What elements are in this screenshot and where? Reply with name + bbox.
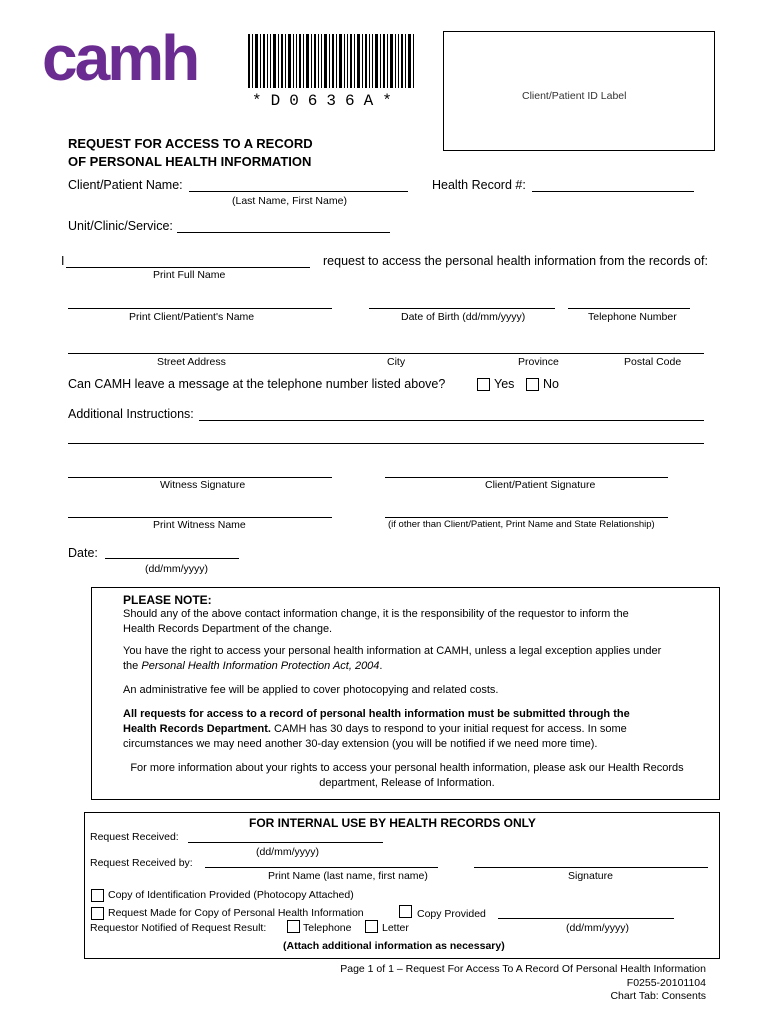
province-hint: Province [518,356,559,368]
health-record-label: Health Record #: [432,178,526,192]
client-name-hint: (Last Name, First Name) [232,195,347,207]
no-label: No [543,377,559,391]
print-name-hint: Print Name (last name, first name) [268,870,428,882]
copy-request-label: Request Made for Copy of Personal Health Information [108,907,364,919]
client-signature-field[interactable] [385,477,668,478]
title-line-1: REQUEST FOR ACCESS TO A RECORD [68,136,313,151]
attach-note: (Attach additional information as necessary) [283,940,505,952]
copy-provided-checkbox[interactable] [399,905,412,918]
letter-checkbox[interactable] [365,920,378,933]
telephone-field[interactable] [568,308,690,309]
note-p1-line2: Health Records Department of the change. [123,623,333,635]
barcode-image [248,34,414,88]
unit-field[interactable] [177,232,390,233]
note-p1-line1: Should any of the above contact information change, it is the responsibility of the requestor to inform the [123,608,629,620]
additional-instructions-line-2[interactable] [68,443,704,444]
please-note-box [91,587,720,800]
note-p2-line1: You have the right to access your personal health information at CAMH, unless a legal exception applies under [123,645,662,657]
client-name-field[interactable] [189,191,408,192]
title-line-2: OF PERSONAL HEALTH INFORMATION [68,154,312,169]
copy-request-checkbox[interactable] [91,907,104,920]
note-paragraph-2 [123,644,713,674]
act-name: Personal Health Information Protection Act, 2004 [141,660,380,672]
yes-checkbox[interactable] [477,378,490,391]
note-paragraph-1 [123,607,713,637]
telephone-option-label: Telephone [303,922,352,934]
message-question: Can CAMH leave a message at the telephone number listed above? [68,377,446,391]
footer-chart-tab: Chart Tab: Consents [610,990,706,1002]
patient-id-label-box [443,31,715,151]
note-heading: PLEASE NOTE: [123,593,212,607]
copy-id-checkbox[interactable] [91,889,104,902]
telephone-hint: Telephone Number [588,311,677,323]
postal-code-hint: Postal Code [624,356,682,368]
print-witness-hint: Print Witness Name [153,519,246,531]
note-paragraph-5 [102,761,712,791]
request-text: request to access the personal health information from the records of: [323,254,708,268]
additional-instructions-field[interactable] [199,420,704,421]
request-received-field[interactable] [188,842,383,843]
received-by-label: Request Received by: [90,857,193,869]
footer-page-info: Page 1 of 1 – Request For Access To A Record Of Personal Health Information [340,963,706,975]
city-hint: City [387,356,406,368]
copy-id-label: Copy of Identification Provided (Photocopy Attached) [108,889,354,901]
letter-option-label: Letter [382,922,409,934]
dob-hint: Date of Birth (dd/mm/yyyy) [401,311,526,323]
additional-instructions-label: Additional Instructions: [68,407,194,421]
barcode-text: *D0636A* [252,92,401,110]
note-p5-line1: For more information about your rights to access your personal health information, please ask our Health Records [130,762,684,774]
dob-field[interactable] [369,308,555,309]
date-label: Date: [68,546,98,560]
note-p4-line2: Health Records Department. CAMH has 30 days to respond to your initial request for access. In some [123,723,627,735]
witness-signature-hint: Witness Signature [160,479,246,491]
print-client-name-hint: Print Client/Patient's Name [129,311,255,323]
address-field[interactable] [68,353,704,354]
street-address-hint: Street Address [157,356,226,368]
health-record-field[interactable] [532,191,694,192]
note-p4-line3: circumstances we may need another 30-day extension (you will be notified if we need more time). [123,738,598,750]
note-paragraph-4 [123,707,713,752]
yes-label: Yes [494,377,515,391]
other-name-field[interactable] [385,517,668,518]
note-p4-line1: All requests for access to a record of personal health information must be submitted through the [123,708,630,720]
internal-use-box [84,812,720,959]
other-than-client-hint: (if other than Client/Patient, Print Name and State Relationship) [388,519,655,530]
no-checkbox[interactable] [526,378,539,391]
telephone-checkbox[interactable] [287,920,300,933]
internal-heading: FOR INTERNAL USE BY HEALTH RECORDS ONLY [249,816,536,830]
footer-form-code: F0255-20101104 [626,977,706,989]
signature-hint: Signature [568,870,613,882]
notified-label: Requestor Notified of Request Result: [90,922,267,934]
client-print-name-field[interactable] [68,308,332,309]
received-by-signature-field[interactable] [474,867,708,868]
print-full-name-hint: Print Full Name [153,269,226,281]
i-label: I [61,254,65,268]
camh-logo: camh [42,22,198,94]
copy-provided-label: Copy Provided [417,908,486,920]
request-received-label: Request Received: [90,831,179,843]
form-title [68,135,313,171]
client-signature-hint: Client/Patient Signature [485,479,596,491]
full-name-field[interactable] [66,267,310,268]
copy-provided-date-hint: (dd/mm/yyyy) [566,922,629,934]
copy-provided-date-field[interactable] [498,918,674,919]
note-p2-line2: the Personal Health Information Protection Act, 2004. [123,660,383,672]
note-paragraph-3: An administrative fee will be applied to cover photocopying and related costs. [123,684,499,696]
unit-label: Unit/Clinic/Service: [68,219,173,233]
client-name-label: Client/Patient Name: [68,178,183,192]
print-witness-field[interactable] [68,517,332,518]
request-received-date-hint: (dd/mm/yyyy) [256,846,319,858]
witness-signature-field[interactable] [68,477,332,478]
note-p5-line2: department, Release of Information. [319,777,495,789]
label-box-text: Client/Patient ID Label [522,90,627,102]
date-hint: (dd/mm/yyyy) [145,563,208,575]
received-by-field[interactable] [205,867,438,868]
date-field[interactable] [105,558,239,559]
